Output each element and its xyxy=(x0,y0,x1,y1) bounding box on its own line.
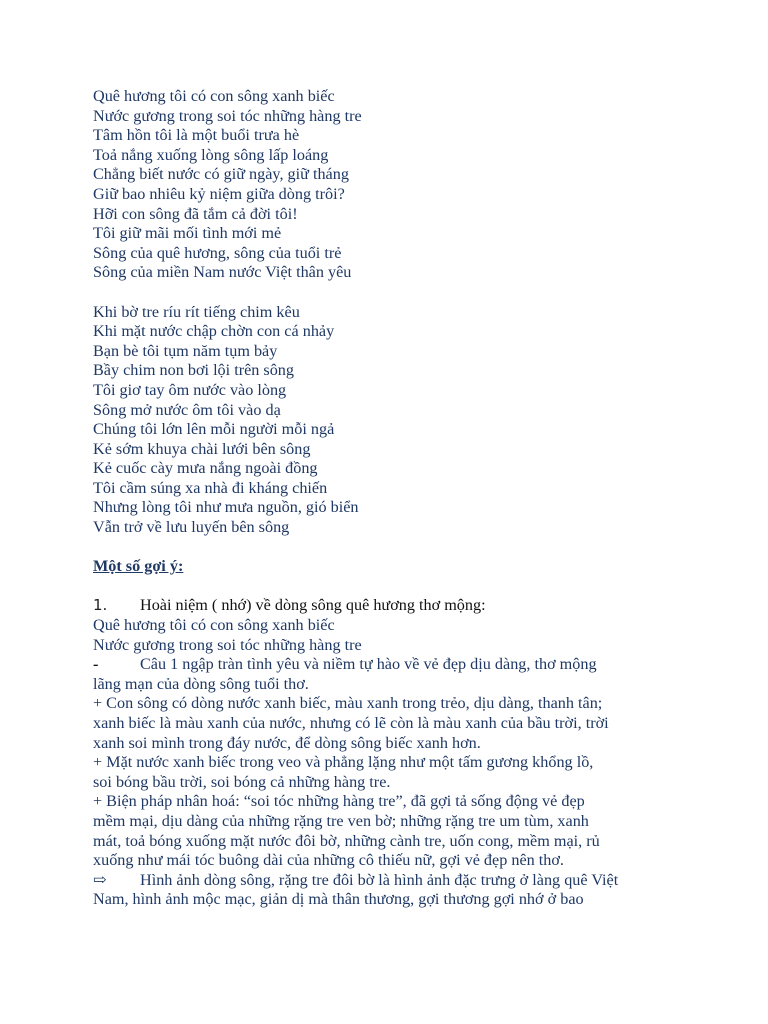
numbered-item-title: Hoài niệm ( nhớ) về dòng sông quê hương thơ mộng: xyxy=(140,596,486,615)
blank-line xyxy=(93,577,693,597)
dash-paragraph-continuation: lãng mạn của dòng sông tuổi thơ. xyxy=(93,674,309,693)
poem-line: Sông mở nước ôm tôi vào dạ xyxy=(93,400,281,419)
poem-line: Chẳng biết nước có giữ ngày, giữ tháng xyxy=(93,165,349,184)
poem-line: Tôi giơ tay ôm nước vào lòng xyxy=(93,380,287,399)
poem-stanza-2 xyxy=(93,303,693,538)
poem-line: Sông của miền Nam nước Việt thân yêu xyxy=(93,263,352,282)
document-body xyxy=(93,87,693,910)
poem-line: Nhưng lòng tôi như mưa nguồn, gió biển xyxy=(93,498,359,517)
analysis-line: xanh biếc là màu xanh của nước, nhưng có lẽ còn là màu xanh của bầu trời, trời xyxy=(93,714,609,732)
poem-line: Hỡi con sông đã tắm cả đời tôi! xyxy=(93,204,298,223)
poem-line: Tôi giữ mãi mối tình mới mẻ xyxy=(93,224,282,243)
analysis-line: + Biện pháp nhân hoá: “soi tóc những hàng tre”, đã gợi tả sống động vẻ đẹp xyxy=(93,792,585,811)
arrow-paragraph xyxy=(93,871,693,891)
poem-line: Bầy chim non bơi lội trên sông xyxy=(93,361,294,380)
poem-line: Kẻ sớm khuya chài lưới bên sông xyxy=(93,439,311,458)
analysis-line: soi bóng bầu trời, soi bóng cả những hàng tre. xyxy=(93,772,391,791)
analysis-line: xanh soi mình trong đáy nước, để dòng sông biếc xanh hơn. xyxy=(93,733,481,752)
numbered-item xyxy=(93,596,693,616)
quote-line: Quê hương tôi có con sông xanh biếc xyxy=(93,616,335,635)
poem-line: Khi bờ tre ríu rít tiếng chim kêu xyxy=(93,302,300,321)
poem-line: Kẻ cuốc cày mưa nắng ngoài đồng xyxy=(93,459,318,478)
poem-line: Toả nắng xuống lòng sông lấp loáng xyxy=(93,145,329,164)
poem-line: Tâm hồn tôi là một buổi trưa hè xyxy=(93,126,300,145)
analysis-line: xuống như mái tóc buông dài của những cô thiếu nữ, gợi vẻ đẹp nên thơ. xyxy=(93,851,564,870)
arrow-paragraph-text: Hình ảnh dòng sông, rặng tre đôi bờ là hình ảnh đặc trưng ở làng quê Việt xyxy=(140,870,619,889)
analysis-line: + Mặt nước xanh biếc trong veo và phẳng lặng như một tấm gương khổng lồ, xyxy=(93,753,594,772)
analysis-line: mát, toả bóng xuống mặt nước đôi bờ, những cành tre, uốn cong, mềm mại, rủ xyxy=(93,831,600,850)
section-heading: Một số gợi ý: xyxy=(93,557,184,576)
dash-bullet: - xyxy=(93,655,99,674)
list-number: 1. xyxy=(93,596,108,615)
arrow-right-icon: ⇨ xyxy=(93,870,107,889)
dash-paragraph xyxy=(93,655,693,675)
analysis-line: mềm mại, dịu dàng của những rặng tre ven bờ; những rặng tre um tùm, xanh xyxy=(93,811,589,830)
analysis-line: + Con sông có dòng nước xanh biếc, màu xanh trong trẻo, dịu dàng, thanh tân; xyxy=(93,694,603,713)
poem-line: Sông của quê hương, sông của tuổi trẻ xyxy=(93,243,342,262)
poem-line: Tôi cầm súng xa nhà đi kháng chiến xyxy=(93,478,328,497)
poem-line: Nước gương trong soi tóc những hàng tre xyxy=(93,106,362,125)
poem-line: Bạn bè tôi tụm năm tụm bảy xyxy=(93,341,278,360)
poem-line: Khi mặt nước chập chờn con cá nhảy xyxy=(93,322,335,341)
poem-line: Giữ bao nhiêu kỷ niệm giữa dòng trôi? xyxy=(93,184,345,203)
blank-line xyxy=(93,283,693,303)
poem-line: Quê hương tôi có con sông xanh biếc xyxy=(93,87,335,105)
poem-stanza-1 xyxy=(93,87,693,283)
arrow-paragraph-continuation: Nam, hình ảnh mộc mạc, giản dị mà thân thương, gợi thương gợi nhớ ở bao xyxy=(93,890,584,909)
poem-line: Chúng tôi lớn lên mỗi người mỗi ngả xyxy=(93,420,335,439)
quote-line: Nước gương trong soi tóc những hàng tre xyxy=(93,635,362,654)
dash-paragraph-text: Câu 1 ngập tràn tình yêu và niềm tự hào về vẻ đẹp dịu dàng, thơ mộng xyxy=(140,655,597,674)
poem-line: Vẫn trở về lưu luyến bên sông xyxy=(93,518,290,537)
analysis-block xyxy=(93,694,693,870)
blank-line xyxy=(93,538,693,558)
